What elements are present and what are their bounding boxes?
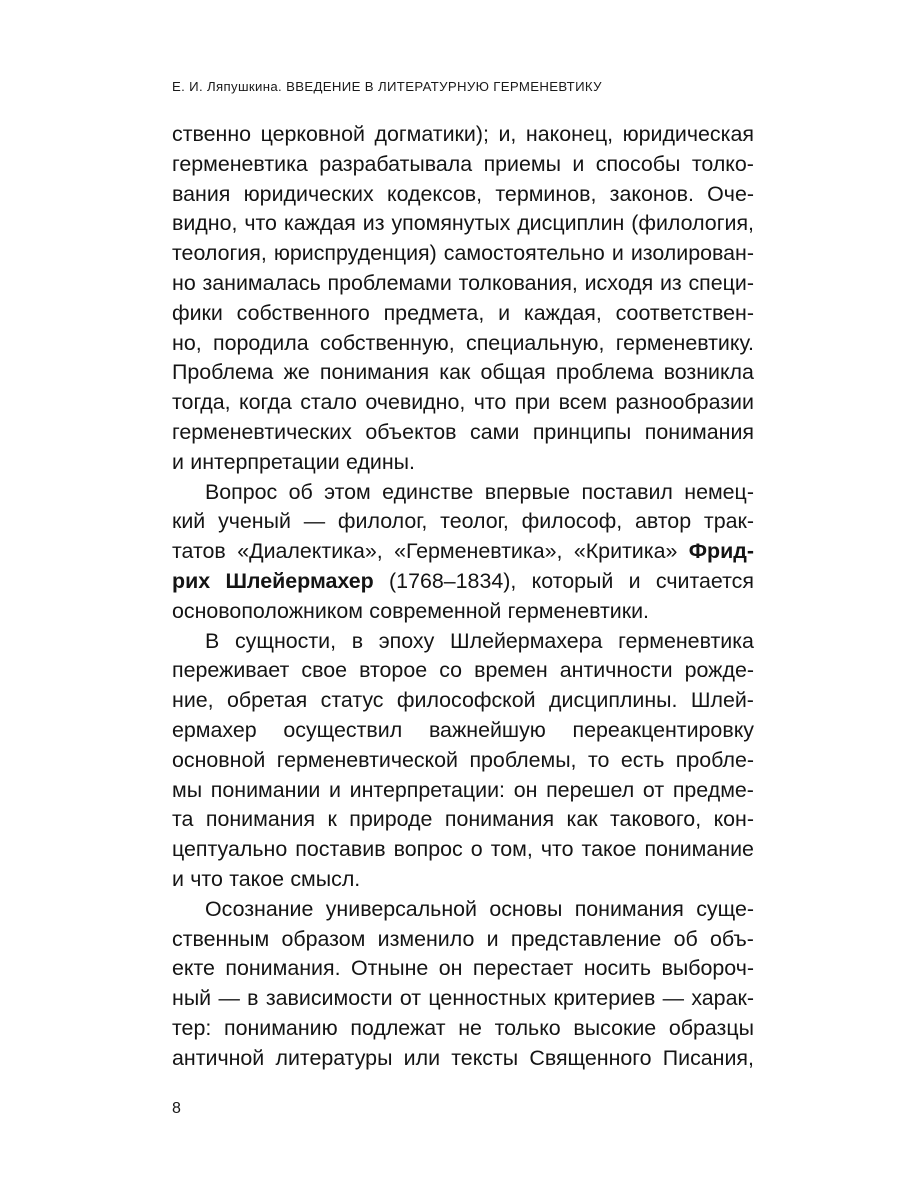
word: при — [514, 390, 551, 415]
word: переживает — [172, 658, 290, 683]
word: образом — [281, 926, 366, 951]
word: такое — [581, 837, 637, 862]
text-line — [172, 150, 754, 180]
word: догматики); — [374, 122, 489, 146]
word: предмета, — [383, 300, 485, 325]
word: приемы — [483, 151, 561, 176]
text-line — [172, 925, 754, 955]
word: но, — [172, 330, 202, 355]
text-line — [172, 299, 754, 329]
text-line — [172, 269, 754, 299]
word: об — [288, 479, 313, 504]
word: высокие — [573, 1015, 657, 1040]
word: герменевтику. — [615, 330, 754, 355]
running-head: Е. И. Ляпушкина. ВВЕДЕНИЕ В ЛИТЕРАТУРНУЮ ГЕРМЕНЕВТИКУ — [172, 79, 602, 94]
word: законов. — [609, 181, 694, 206]
text-line — [172, 358, 754, 388]
word: тер: — [172, 1015, 212, 1040]
word: второе — [359, 658, 428, 683]
text-line — [172, 865, 754, 895]
word: кон- — [713, 807, 754, 832]
word: «Герменевтика», — [394, 539, 563, 564]
word: тогда, — [172, 390, 231, 415]
word: из — [362, 211, 385, 236]
paragraph — [172, 895, 754, 1074]
word: эпоху — [378, 628, 435, 653]
word: и — [572, 151, 585, 176]
text-line — [172, 716, 754, 746]
word: предме- — [672, 777, 754, 802]
word: стало — [300, 390, 357, 415]
word: В — [205, 628, 220, 653]
text-line — [172, 239, 754, 269]
word: дисциплин — [517, 211, 625, 236]
word: этом — [324, 479, 371, 504]
text-line — [172, 627, 754, 657]
text-line — [172, 329, 754, 359]
word: современной — [369, 598, 502, 623]
word: времен — [474, 658, 548, 683]
word: критериев — [553, 986, 656, 1011]
word: такое — [229, 866, 285, 891]
word: выбороч- — [661, 956, 754, 981]
word: сущности, — [234, 628, 337, 653]
word: как — [439, 360, 471, 385]
word: литературы — [275, 1045, 393, 1070]
text-line — [172, 418, 754, 448]
bold-name-text: Шлейермахер — [225, 568, 374, 593]
word: и — [486, 926, 499, 951]
word: понимание — [644, 837, 754, 862]
word: проблема — [555, 360, 654, 385]
word: каждая — [283, 211, 356, 236]
word: Вопрос — [205, 479, 278, 504]
word: как — [566, 807, 598, 832]
word: пониманию — [223, 1015, 338, 1040]
bold-name-text: Фрид- — [688, 539, 754, 564]
word: античности — [559, 658, 673, 683]
text-line — [172, 388, 754, 418]
word: представление — [510, 926, 662, 951]
text-line — [172, 597, 754, 627]
word: считается — [655, 568, 754, 593]
word: толко- — [691, 151, 754, 176]
text-line — [172, 120, 754, 150]
word: автор — [634, 509, 692, 534]
word: сами — [470, 419, 520, 444]
body-text-column — [172, 120, 754, 1074]
word: в — [247, 986, 259, 1011]
word: собственного — [236, 300, 370, 325]
text-line — [172, 1014, 754, 1044]
word: понимания — [644, 419, 754, 444]
word: юридическая — [622, 122, 754, 146]
word: к — [327, 807, 337, 832]
word: от — [642, 777, 665, 802]
word: перешел — [546, 777, 635, 802]
word: дисциплины. — [549, 688, 678, 713]
word: разрабатывала — [319, 151, 473, 176]
word: что — [244, 211, 277, 236]
word: — — [662, 986, 685, 1011]
word: изолирован- — [630, 241, 754, 266]
word: и — [329, 777, 341, 802]
word: и — [172, 449, 184, 474]
word: специ- — [688, 270, 754, 295]
word: суще- — [696, 896, 754, 921]
text-line — [172, 805, 754, 835]
word: (филология, — [631, 211, 754, 236]
word: герменевтической — [276, 747, 459, 772]
word: трак- — [703, 509, 754, 534]
word: только — [494, 1015, 561, 1040]
text-line — [172, 895, 754, 925]
word: образцы — [668, 1015, 754, 1040]
word: и — [628, 568, 641, 593]
word: понимания — [444, 807, 555, 832]
word: он — [438, 956, 463, 981]
word: что — [190, 866, 223, 891]
word: но — [172, 270, 196, 295]
word: интерпретации: — [349, 777, 505, 802]
word: герменевтических — [172, 419, 352, 444]
word: кий — [172, 509, 206, 534]
text-line — [172, 656, 754, 686]
text-line — [172, 954, 754, 984]
word: пробле- — [675, 747, 754, 772]
word: то — [587, 747, 610, 772]
word: что — [540, 837, 574, 862]
word: том, — [490, 837, 533, 862]
word: едины. — [345, 449, 415, 474]
text-line — [172, 984, 754, 1014]
word: понимании — [210, 777, 321, 802]
word: принципы — [532, 419, 632, 444]
word: соответствен- — [615, 300, 754, 325]
word: самостоятельно — [443, 241, 605, 266]
word: поставив — [295, 837, 386, 862]
text-line — [172, 180, 754, 210]
word: толкования, — [458, 270, 578, 295]
word: свое — [301, 658, 347, 683]
word: «Критика» — [573, 539, 678, 564]
word: мы — [172, 777, 203, 802]
word: же — [283, 360, 310, 385]
word: татов — [172, 539, 226, 564]
word: (1768–1834), — [389, 568, 517, 593]
word: тексты — [451, 1045, 519, 1070]
word: немец- — [684, 479, 754, 504]
text-line — [172, 507, 754, 537]
word: герменевтика — [618, 628, 754, 653]
word: изменило — [377, 926, 475, 951]
word: специальную, — [466, 330, 605, 355]
word: ученый — [218, 509, 291, 534]
word: ние, — [172, 688, 214, 713]
word: теолог, — [440, 509, 509, 534]
word: понимания — [319, 360, 430, 385]
word: Проблема — [172, 360, 274, 385]
word: или — [403, 1045, 441, 1070]
word: терминов, — [495, 181, 597, 206]
word: Оче- — [707, 181, 754, 206]
word: интерпретации — [190, 449, 340, 474]
word: такового, — [610, 807, 702, 832]
paragraph — [172, 120, 754, 478]
paragraph — [172, 627, 754, 895]
word: вания — [172, 181, 231, 206]
word: возникла — [663, 360, 754, 385]
text-line — [172, 686, 754, 716]
word: наконец, — [525, 122, 614, 146]
text-line — [172, 567, 754, 597]
word: Отныне — [350, 956, 429, 981]
word: об — [673, 926, 698, 951]
word: проблемами — [327, 270, 452, 295]
word: важнейшую — [428, 717, 546, 742]
word: филолог, — [337, 509, 428, 534]
text-line — [172, 835, 754, 865]
word: фики — [172, 300, 223, 325]
word: «Диалектика», — [237, 539, 383, 564]
word: всем — [558, 390, 608, 415]
word: осуществил — [283, 717, 403, 742]
word: Священного — [529, 1045, 652, 1070]
word: ный — [172, 986, 212, 1011]
text-line — [172, 1044, 754, 1074]
word: разнообразии — [615, 390, 754, 415]
word: перестает — [472, 956, 574, 981]
text-line — [172, 478, 754, 508]
word: каждая, — [523, 300, 602, 325]
word: рожде- — [684, 658, 754, 683]
word: в — [351, 628, 364, 653]
word: герменевтика — [172, 151, 308, 176]
word: основной — [172, 747, 266, 772]
word: видно, — [172, 211, 238, 236]
word: философской — [396, 688, 536, 713]
text-line — [172, 537, 754, 567]
word: Шлей- — [690, 688, 754, 713]
word: занималась — [202, 270, 321, 295]
word: собственную, — [320, 330, 455, 355]
paragraph — [172, 478, 754, 627]
word: переакцентировку — [572, 717, 754, 742]
word: и — [498, 300, 511, 325]
word: харак- — [691, 986, 754, 1011]
word: Осознание — [205, 896, 314, 921]
word: природе — [349, 807, 433, 832]
word: зависимости — [265, 986, 393, 1011]
word: церковной — [260, 122, 365, 146]
word: статус — [320, 688, 384, 713]
word: исходя — [584, 270, 654, 295]
word: кодексов, — [386, 181, 483, 206]
word: вопрос — [393, 837, 463, 862]
word: породила — [213, 330, 309, 355]
word: впервые — [484, 479, 571, 504]
word: объ- — [710, 926, 754, 951]
word: который — [531, 568, 614, 593]
word: основы — [489, 896, 563, 921]
word: есть — [620, 747, 665, 772]
word: понимания — [205, 807, 316, 832]
word: очевидно, — [365, 390, 466, 415]
word: поставил — [581, 479, 673, 504]
word: и, — [498, 122, 517, 146]
page-number: 8 — [172, 1100, 181, 1117]
word: философ, — [521, 509, 623, 534]
word: не — [458, 1015, 482, 1040]
text-line — [172, 776, 754, 806]
word: понимания. — [225, 956, 341, 981]
word: упомянутых — [391, 211, 511, 236]
word: объектов — [365, 419, 457, 444]
word: екте — [172, 956, 215, 981]
word: когда — [239, 390, 292, 415]
word: юриспруденция) — [273, 241, 437, 266]
word: античной — [172, 1045, 265, 1070]
word: — — [218, 986, 240, 1011]
word: цептуально — [172, 837, 288, 862]
word: со — [439, 658, 463, 683]
word: Писания, — [662, 1045, 754, 1070]
text-line — [172, 746, 754, 776]
word: та — [172, 807, 194, 832]
word: теология, — [172, 241, 267, 266]
word: и — [172, 866, 184, 891]
word: и — [611, 241, 624, 266]
text-line — [172, 209, 754, 239]
word: ермахер — [172, 717, 257, 742]
text-line — [172, 448, 754, 478]
word: о — [470, 837, 483, 862]
word: он — [513, 777, 538, 802]
word: универсальной — [325, 896, 477, 921]
word: ственно — [172, 122, 252, 146]
word: единстве — [382, 479, 474, 504]
word: проблемы, — [469, 747, 577, 772]
word: от — [399, 986, 422, 1011]
word: что — [473, 390, 507, 415]
word: юридических — [243, 181, 374, 206]
word: Шлейермахера — [449, 628, 603, 653]
word: способы — [595, 151, 681, 176]
word: обретая — [226, 688, 308, 713]
word: носить — [583, 956, 652, 981]
word: — — [303, 509, 326, 534]
word: основоположником — [172, 598, 363, 623]
bold-name-text: рих — [172, 568, 211, 593]
word: понимания — [574, 896, 684, 921]
word: герменевтики. — [507, 598, 649, 623]
word: из — [659, 270, 682, 295]
word: ственным — [172, 926, 270, 951]
word: смысл. — [290, 866, 361, 891]
word: ценностных — [428, 986, 547, 1011]
word: общая — [480, 360, 546, 385]
word: подлежат — [350, 1015, 446, 1040]
